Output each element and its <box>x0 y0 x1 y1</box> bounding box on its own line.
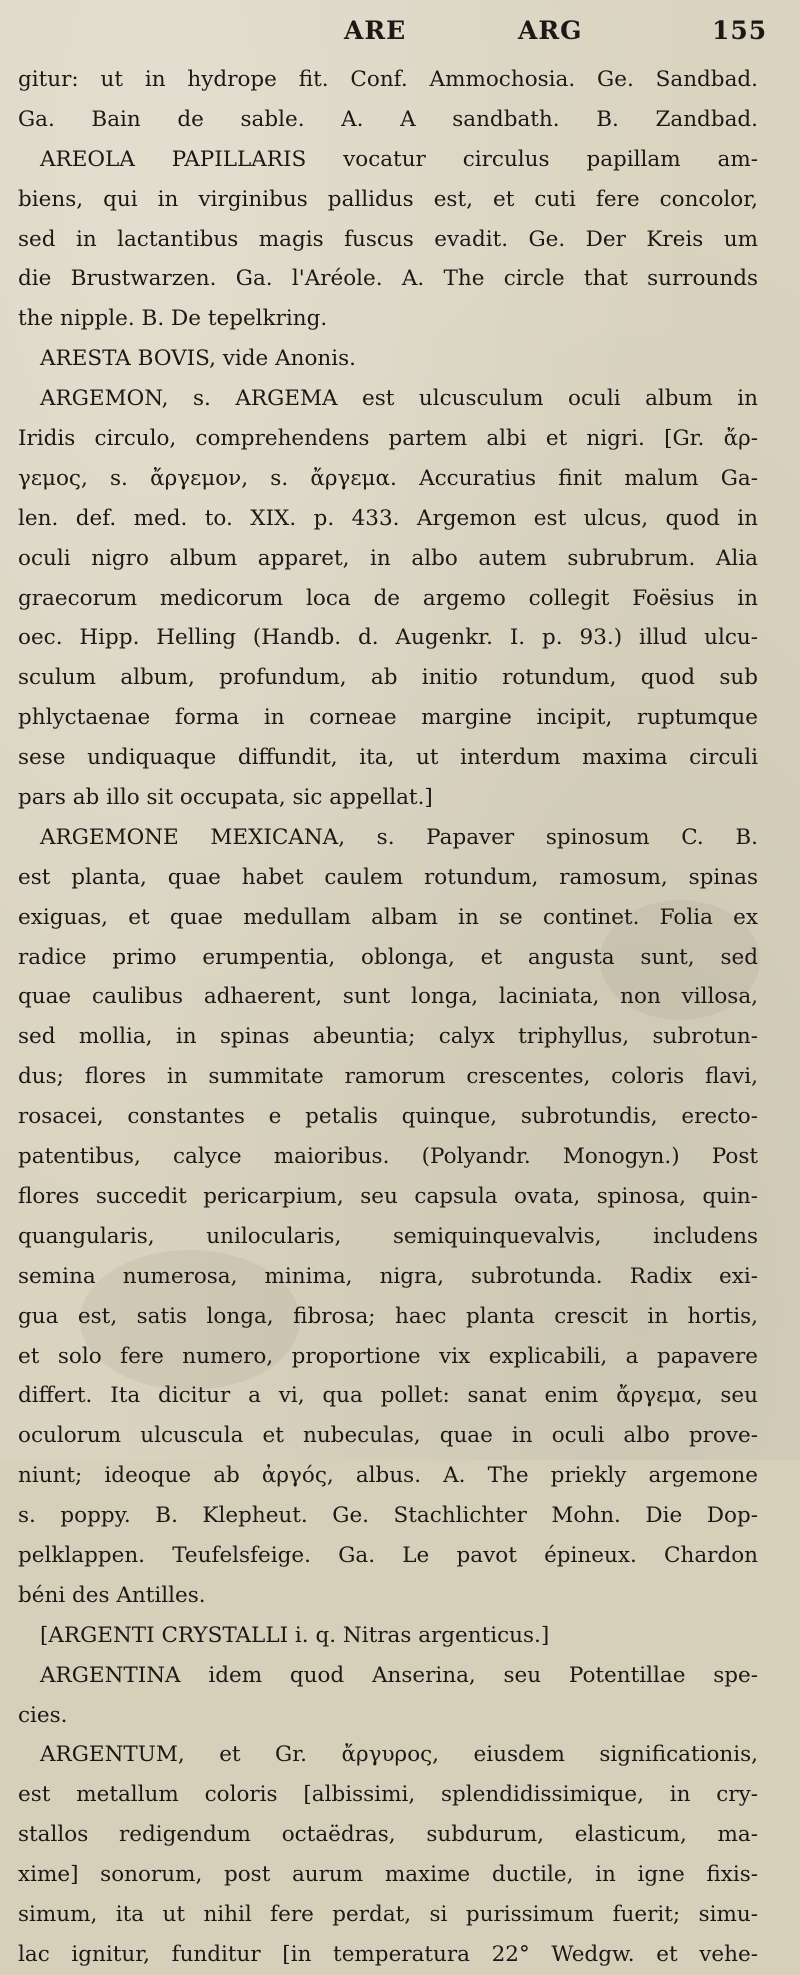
text-line: oec. Hipp. Helling (Handb. d. Augenkr. I. p. 93.) illud ulcu- <box>18 625 758 651</box>
text-line: pelklappen. Teufelsfeige. Ga. Le pavot épineux. Chardon <box>18 1542 758 1568</box>
text-line: lac ignitur, funditur [in temperatura 22° Wedgw. et vehe- <box>18 1941 758 1967</box>
text-line: die Brustwarzen. Ga. l'Aréole. A. The circle that surrounds <box>18 266 758 292</box>
running-head <box>0 16 800 56</box>
text-line: γεμος, s. ἄργεμον, s. ἄργεμα. Accuratius finit malum Ga- <box>18 465 758 491</box>
text-line: biens, qui in virginibus pallidus est, et cuti fere concolor, <box>18 186 758 212</box>
running-head-last-word: ARG <box>518 16 583 45</box>
text-line: exiguas, et quae medullam albam in se continet. Folia ex <box>18 904 758 930</box>
text-line: oculi nigro album apparet, in albo autem subrubrum. Alia <box>18 545 758 571</box>
text-line: Ga. Bain de sable. A. A sandbath. B. Zandbad. <box>18 106 758 132</box>
text-line: s. poppy. B. Klepheut. Ge. Stachlichter Mohn. Die Dop- <box>18 1503 758 1529</box>
text-line: et solo fere numero, proportione vix explicabili, a papavere <box>18 1343 758 1369</box>
running-head-first-word: ARE <box>344 16 407 45</box>
entry-aresta-bovis: ARESTA BOVIS, vide Anonis. <box>40 346 357 372</box>
text-line: gitur: ut in hydrope fit. Conf. Ammochosia. Ge. Sandbad. <box>18 67 758 92</box>
text-line: est planta, quae habet caulem rotundum, ramosum, spinas <box>18 864 758 890</box>
text-line: pars ab illo sit occupata, sic appellat.] <box>18 785 433 811</box>
entry-argemon: ARGEMON, s. ARGEMA est ulcusculum oculi album in <box>40 386 758 412</box>
text-line: radice primo erumpentia, oblonga, et angusta sunt, sed <box>18 944 758 970</box>
dictionary-text-column <box>18 60 758 1975</box>
text-line: the nipple. B. De tepelkring. <box>18 306 328 332</box>
text-line: graecorum medicorum loca de argemo collegit Foësius in <box>18 585 758 611</box>
text-line: differt. Ita dicitur a vi, qua pollet: sanat enim ἄργεμα, seu <box>18 1383 758 1409</box>
text-line: dus; flores in summitate ramorum crescentes, coloris flavi, <box>18 1064 758 1090</box>
text-line: Iridis circulo, comprehendens partem albi et nigri. [Gr. ἄρ- <box>18 426 758 452</box>
text-line: oculorum ulcuscula et nubeculas, quae in oculi albo prove- <box>18 1423 758 1449</box>
text-line: semina numerosa, minima, nigra, subrotunda. Radix exi- <box>18 1263 758 1289</box>
text-line: béni des Antilles. <box>18 1582 206 1608</box>
text-line: sese undiquaque diffundit, ita, ut interdum maxima circuli <box>18 745 758 771</box>
entry-areola-papillaris: AREOLA PAPILLARIS vocatur circulus papillam am- <box>40 146 758 172</box>
entry-argenti-crystalli: [ARGENTI CRYSTALLI i. q. Nitras argenticus.] <box>40 1622 550 1648</box>
text-line: sed mollia, in spinas abeuntia; calyx triphyllus, subrotun- <box>18 1024 758 1050</box>
text-line: patentibus, calyce maioribus. (Polyandr. Monogyn.) Post <box>18 1144 758 1170</box>
page-number: 155 <box>712 16 768 45</box>
entry-argemone-mexicana: ARGEMONE MEXICANA, s. Papaver spinosum C. B. <box>40 824 758 850</box>
text-line: quae caulibus adhaerent, sunt longa, laciniata, non villosa, <box>18 984 758 1010</box>
text-line: cies. <box>18 1702 68 1728</box>
text-line: xime] sonorum, post aurum maxime ductile, in igne fixis- <box>18 1862 758 1888</box>
text-line: len. def. med. to. XIX. p. 433. Argemon est ulcus, quod in <box>18 505 758 531</box>
text-line: sed in lactantibus magis fuscus evadit. Ge. Der Kreis um <box>18 226 758 252</box>
text-line: niunt; ideoque ab ἀργός, albus. A. The priekly argemone <box>18 1463 758 1489</box>
text-line: stallos redigendum octaëdras, subdurum, elasticum, ma- <box>18 1822 758 1848</box>
entry-argentum: ARGENTUM, et Gr. ἄργυρος, eiusdem significationis, <box>40 1742 758 1768</box>
text-line: est metallum coloris [albissimi, splendidissimique, in cry- <box>18 1782 758 1808</box>
text-line: phlyctaenae forma in corneae margine incipit, ruptumque <box>18 705 758 731</box>
text-line: quangularis, unilocularis, semiquinquevalvis, includens <box>18 1223 758 1249</box>
text-line: flores succedit pericarpium, seu capsula ovata, spinosa, quin- <box>18 1183 758 1209</box>
text-line: simum, ita ut nihil fere perdat, si purissimum fuerit; simu- <box>18 1901 758 1927</box>
text-line: sculum album, profundum, ab initio rotundum, quod sub <box>18 665 758 691</box>
entry-argentina: ARGENTINA idem quod Anserina, seu Potentillae spe- <box>40 1662 758 1688</box>
text-line: rosacei, constantes e petalis quinque, subrotundis, erecto- <box>18 1104 758 1130</box>
text-line: gua est, satis longa, fibrosa; haec planta crescit in hortis, <box>18 1303 758 1329</box>
